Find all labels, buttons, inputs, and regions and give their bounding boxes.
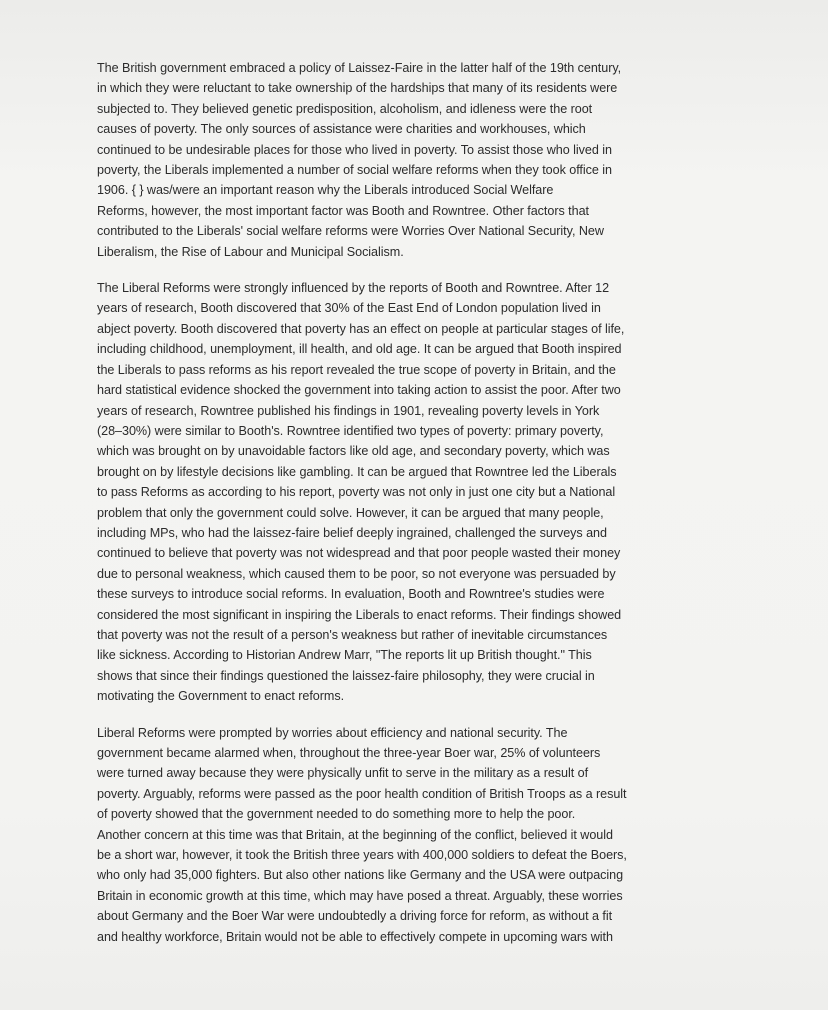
text-line: years of research, Booth discovered that 30% of the East End of London population lived in (97, 301, 601, 316)
text-line: Liberal Reforms were prompted by worries about efficiency and national security. The (97, 725, 568, 740)
text-line: poverty, the Liberals implemented a number of social welfare reforms when they took office in (97, 163, 612, 178)
text-line: motivating the Government to enact reforms. (97, 689, 345, 704)
text-line: to pass Reforms as according to his report, poverty was not only in just one city but a National (97, 485, 616, 500)
text-line: including childhood, unemployment, ill health, and old age. It can be argued that Booth inspired (97, 342, 622, 357)
text-line: Liberalism, the Rise of Labour and Municipal Socialism. (97, 244, 404, 259)
text-line: contributed to the Liberals' social welfare reforms were Worries Over National Security, New (97, 224, 604, 239)
text-line: government became alarmed when, throughout the three-year Boer war, 25% of volunteers (97, 746, 601, 760)
paragraph-booth-rowntree (97, 278, 727, 707)
text-line: causes of poverty. The only sources of assistance were charities and workhouses, which (97, 122, 586, 137)
text-line: and healthy workforce, Britain would not be able to effectively compete in upcoming wars with (97, 929, 613, 944)
text-line: poverty. Arguably, reforms were passed as the poor health condition of British Troops as a result (97, 786, 627, 801)
paragraph-introduction (97, 58, 727, 262)
text-line: years of research, Rowntree published his findings in 1901, revealing poverty levels in York (97, 403, 600, 418)
text-line: The Liberal Reforms were strongly influenced by the reports of Booth and Rowntree. After 12 (97, 281, 610, 296)
text-line: including MPs, who had the laissez-faire belief deeply ingrained, challenged the surveys and (97, 525, 607, 540)
document-body (97, 58, 727, 947)
text-line: in which they were reluctant to take ownership of the hardships that many of its residents were (97, 81, 618, 96)
text-line: these surveys to introduce social reforms. In evaluation, Booth and Rowntree's studies were (97, 587, 605, 602)
text-line: Britain in economic growth at this time, which may have posed a threat. Arguably, these worries (97, 888, 623, 903)
text-line: of poverty showed that the government needed to do something more to help the poor. (97, 807, 576, 822)
text-line: hard statistical evidence shocked the government into taking action to assist the poor. After two (97, 383, 621, 398)
text-line: subjected to. They believed genetic predisposition, alcoholism, and idleness were the root (97, 101, 593, 116)
paragraph-national-security (97, 723, 727, 947)
text-line: who only had 35,000 fighters. But also other nations like Germany and the USA were outpacing (97, 868, 624, 883)
text-line: which was brought on by unavoidable factors like old age, and secondary poverty, which was (97, 444, 610, 459)
text-line: Another concern at this time was that Britain, at the beginning of the conflict, believed it would (97, 827, 613, 842)
text-line: be a short war, however, it took the British three years with 400,000 soldiers to defeat the Boers, (97, 848, 627, 863)
text-line: due to personal weakness, which caused them to be poor, so not everyone was persuaded by (97, 566, 616, 581)
text-line: continued to believe that poverty was not widespread and that poor people wasted their money (97, 546, 621, 561)
text-line: problem that only the government could solve. However, it can be argued that many people, (97, 505, 604, 520)
text-line: shows that since their findings questioned the laissez-faire philosophy, they were crucial in (97, 668, 595, 683)
text-line: like sickness. According to Historian Andrew Marr, "The reports lit up British thought." This (97, 648, 592, 663)
text-line: the Liberals to pass reforms as his report revealed the true scope of poverty in Britain, and the (97, 362, 616, 377)
text-line: The British government embraced a policy of Laissez-Faire in the latter half of the 19th century, (97, 61, 622, 75)
text-line: considered the most significant in inspiring the Liberals to enact reforms. Their findings showed (97, 607, 622, 622)
text-line: (28–30%) were similar to Booth's. Rowntree identified two types of poverty: primary poverty, (97, 423, 604, 438)
text-line: 1906. { } was/were an important reason why the Liberals introduced Social Welfare (97, 183, 554, 198)
text-line: were turned away because they were physically unfit to serve in the military as a result of (97, 766, 589, 781)
text-line: continued to be undesirable places for those who lived in poverty. To assist those who lived in (97, 142, 612, 157)
text-line: that poverty was not the result of a person's weakness but rather of inevitable circumstances (97, 627, 608, 642)
text-line: Reforms, however, the most important factor was Booth and Rowntree. Other factors that (97, 203, 589, 218)
text-line: brought on by lifestyle decisions like gambling. It can be argued that Rowntree led the Liberals (97, 464, 617, 479)
text-line: abject poverty. Booth discovered that poverty has an effect on people at particular stages of life, (97, 321, 625, 336)
text-line: about Germany and the Boer War were undoubtedly a driving force for reform, as without a fit (97, 909, 613, 924)
